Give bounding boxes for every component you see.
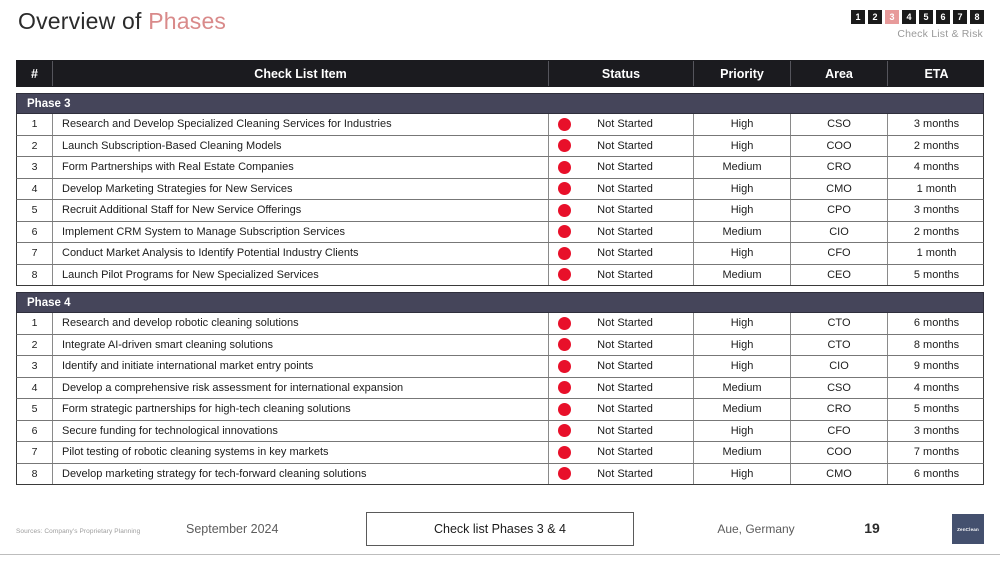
table-row[interactable] [16,335,984,357]
cell-status [549,464,694,485]
phase-step-4[interactable]: 4 [902,10,916,24]
cell-checklist-item: Develop marketing strategy for tech-forward cleaning solutions [53,464,549,485]
cell-checklist-item: Conduct Market Analysis to Identify Potential Industry Clients [53,243,549,264]
col-header-area[interactable]: Area [791,61,888,86]
cell-checklist-item: Develop Marketing Strategies for New Services [53,179,549,200]
status-label: Not Started [597,225,653,238]
cell-status [549,222,694,243]
cell-eta: 4 months [913,161,960,174]
status-label: Not Started [597,118,653,131]
status-label: Not Started [597,467,653,480]
cell-checklist-item: Form strategic partnerships for high-tech cleaning solutions [53,399,549,420]
col-header-item[interactable]: Check List Item [53,61,549,86]
status-label: Not Started [597,424,653,437]
cell-eta: 4 months [913,381,960,394]
cell-eta: 3 months [913,118,960,131]
cell-area: CRO [791,157,888,178]
cell-area: CPO [791,200,888,221]
table-row[interactable] [16,222,984,244]
cell-area: CRO [791,399,888,420]
phase-block [16,292,984,485]
table-row[interactable] [16,114,984,136]
company-logo-text: ZenClean [957,526,979,532]
cell-checklist-item: Identify and initiate international market entry points [53,356,549,377]
cell-number: 2 [17,136,53,157]
col-header-number[interactable]: # [17,61,53,86]
footer-page-number: 19 [864,520,880,536]
cell-priority: Medium [694,222,791,243]
cell-eta: 6 months [913,467,960,480]
cell-priority: High [694,356,791,377]
cell-eta: 7 months [913,446,960,459]
cell-priority: High [694,421,791,442]
cell-eta: 6 months [913,317,960,330]
cell-checklist-item: Launch Subscription-Based Cleaning Models [53,136,549,157]
phase-block [16,93,984,286]
phase-nav-caption: Check List & Risk [897,28,983,40]
cell-status [549,378,694,399]
status-dot-icon [558,161,571,174]
status-label: Not Started [597,338,653,351]
cell-area: COO [791,442,888,463]
checklist-table [16,60,984,485]
cell-checklist-item: Research and develop robotic cleaning solutions [53,313,549,334]
cell-eta: 2 months [913,225,960,238]
cell-number: 7 [17,243,53,264]
cell-checklist-item: Research and Develop Specialized Cleaning Services for Industries [53,114,549,135]
phase-step-7[interactable]: 7 [953,10,967,24]
cell-area: CTO [791,335,888,356]
status-dot-icon [558,360,571,373]
table-row[interactable] [16,265,984,287]
status-label: Not Started [597,317,653,330]
cell-checklist-item: Integrate AI-driven smart cleaning solutions [53,335,549,356]
phase-step-5[interactable]: 5 [919,10,933,24]
cell-number: 8 [17,265,53,286]
table-row[interactable] [16,157,984,179]
cell-area: COO [791,136,888,157]
status-label: Not Started [597,247,653,260]
cell-priority: Medium [694,157,791,178]
phase-step-6[interactable]: 6 [936,10,950,24]
cell-eta: 2 months [913,139,960,152]
col-header-eta[interactable]: ETA [924,66,949,81]
cell-checklist-item: Form Partnerships with Real Estate Companies [53,157,549,178]
status-dot-icon [558,118,571,131]
status-label: Not Started [597,446,653,459]
cell-area: CIO [791,222,888,243]
col-header-status[interactable]: Status [549,61,694,86]
phase-container [16,93,984,485]
phase-band-label: Phase 4 [16,292,984,313]
cell-checklist-item: Secure funding for technological innovations [53,421,549,442]
phase-step-2[interactable]: 2 [868,10,882,24]
cell-number: 6 [17,222,53,243]
status-dot-icon [558,424,571,437]
page-title-main: Overview of [18,8,142,34]
cell-eta: 5 months [913,403,960,416]
cell-number: 4 [17,378,53,399]
company-logo [952,514,984,544]
cell-checklist-item: Develop a comprehensive risk assessment for international expansion [53,378,549,399]
status-dot-icon [558,268,571,281]
cell-area: CIO [791,356,888,377]
cell-number: 4 [17,179,53,200]
status-dot-icon [558,446,571,459]
table-row[interactable] [16,313,984,335]
cell-priority: High [694,136,791,157]
cell-number: 3 [17,356,53,377]
status-label: Not Started [597,360,653,373]
status-label: Not Started [597,381,653,394]
table-header-row [16,60,984,87]
cell-checklist-item: Pilot testing of robotic cleaning systems in key markets [53,442,549,463]
status-label: Not Started [597,403,653,416]
status-dot-icon [558,225,571,238]
cell-status [549,421,694,442]
cell-status [549,157,694,178]
cell-status [549,200,694,221]
phase-step-list[interactable] [851,10,984,24]
page-title-accent: Phases [148,8,227,34]
table-row[interactable] [16,200,984,222]
phase-band-label: Phase 3 [16,93,984,114]
cell-priority: High [694,313,791,334]
cell-status [549,356,694,377]
table-row[interactable] [16,464,984,486]
phase-step-1[interactable]: 1 [851,10,865,24]
cell-status [549,243,694,264]
footer-date: September 2024 [186,522,279,536]
cell-status [549,399,694,420]
cell-area: CMO [791,464,888,485]
status-dot-icon [558,317,571,330]
cell-number: 6 [17,421,53,442]
status-dot-icon [558,403,571,416]
footer-source: Sources: Company's Proprietary Planning [16,528,141,535]
status-label: Not Started [597,204,653,217]
status-label: Not Started [597,139,653,152]
phase-navigator [851,10,984,40]
cell-number: 1 [17,313,53,334]
cell-area: CSO [791,114,888,135]
table-row[interactable] [16,136,984,158]
status-label: Not Started [597,182,653,195]
cell-area: CSO [791,378,888,399]
cell-number: 5 [17,399,53,420]
cell-priority: High [694,179,791,200]
cell-priority: Medium [694,442,791,463]
cell-eta: 1 month [916,247,957,260]
cell-status [549,313,694,334]
status-dot-icon [558,247,571,260]
cell-status [549,179,694,200]
phase-step-8[interactable]: 8 [970,10,984,24]
cell-eta: 3 months [913,204,960,217]
cell-area: CFO [791,243,888,264]
table-row[interactable] [16,399,984,421]
table-row[interactable] [16,442,984,464]
cell-area: CEO [791,265,888,286]
phase-step-3[interactable]: 3 [885,10,899,24]
cell-status [549,136,694,157]
cell-status [549,442,694,463]
cell-number: 7 [17,442,53,463]
cell-eta: 3 months [913,424,960,437]
table-row[interactable] [16,243,984,265]
cell-number: 2 [17,335,53,356]
col-header-priority[interactable]: Priority [694,61,791,86]
status-dot-icon [558,139,571,152]
table-row[interactable] [16,179,984,201]
cell-eta: 5 months [913,268,960,281]
cell-priority: High [694,200,791,221]
cell-status [549,335,694,356]
cell-priority: High [694,335,791,356]
page-title [18,8,226,35]
cell-number: 8 [17,464,53,485]
cell-area: CMO [791,179,888,200]
status-dot-icon [558,381,571,394]
cell-area: CTO [791,313,888,334]
cell-checklist-item: Implement CRM System to Manage Subscription Services [53,222,549,243]
table-row[interactable] [16,378,984,400]
cell-priority: High [694,243,791,264]
status-dot-icon [558,204,571,217]
footer-place: Aue, Germany [717,522,795,536]
cell-number: 3 [17,157,53,178]
cell-number: 1 [17,114,53,135]
status-dot-icon [558,338,571,351]
cell-eta: 9 months [913,360,960,373]
cell-checklist-item: Recruit Additional Staff for New Service Offerings [53,200,549,221]
status-label: Not Started [597,268,653,281]
cell-eta: 1 month [916,182,957,195]
status-dot-icon [558,467,571,480]
cell-eta: 8 months [913,338,960,351]
footer-section-label: Check list Phases 3 & 4 [366,512,634,546]
cell-checklist-item: Launch Pilot Programs for New Specialized Services [53,265,549,286]
status-label: Not Started [597,161,653,174]
cell-area: CFO [791,421,888,442]
cell-priority: Medium [694,378,791,399]
table-row[interactable] [16,421,984,443]
cell-priority: Medium [694,399,791,420]
cell-status [549,265,694,286]
cell-priority: High [694,464,791,485]
cell-number: 5 [17,200,53,221]
footer [0,512,1000,552]
footer-divider [0,554,1000,555]
table-row[interactable] [16,356,984,378]
status-dot-icon [558,182,571,195]
cell-priority: Medium [694,265,791,286]
cell-priority: High [694,114,791,135]
cell-status [549,114,694,135]
